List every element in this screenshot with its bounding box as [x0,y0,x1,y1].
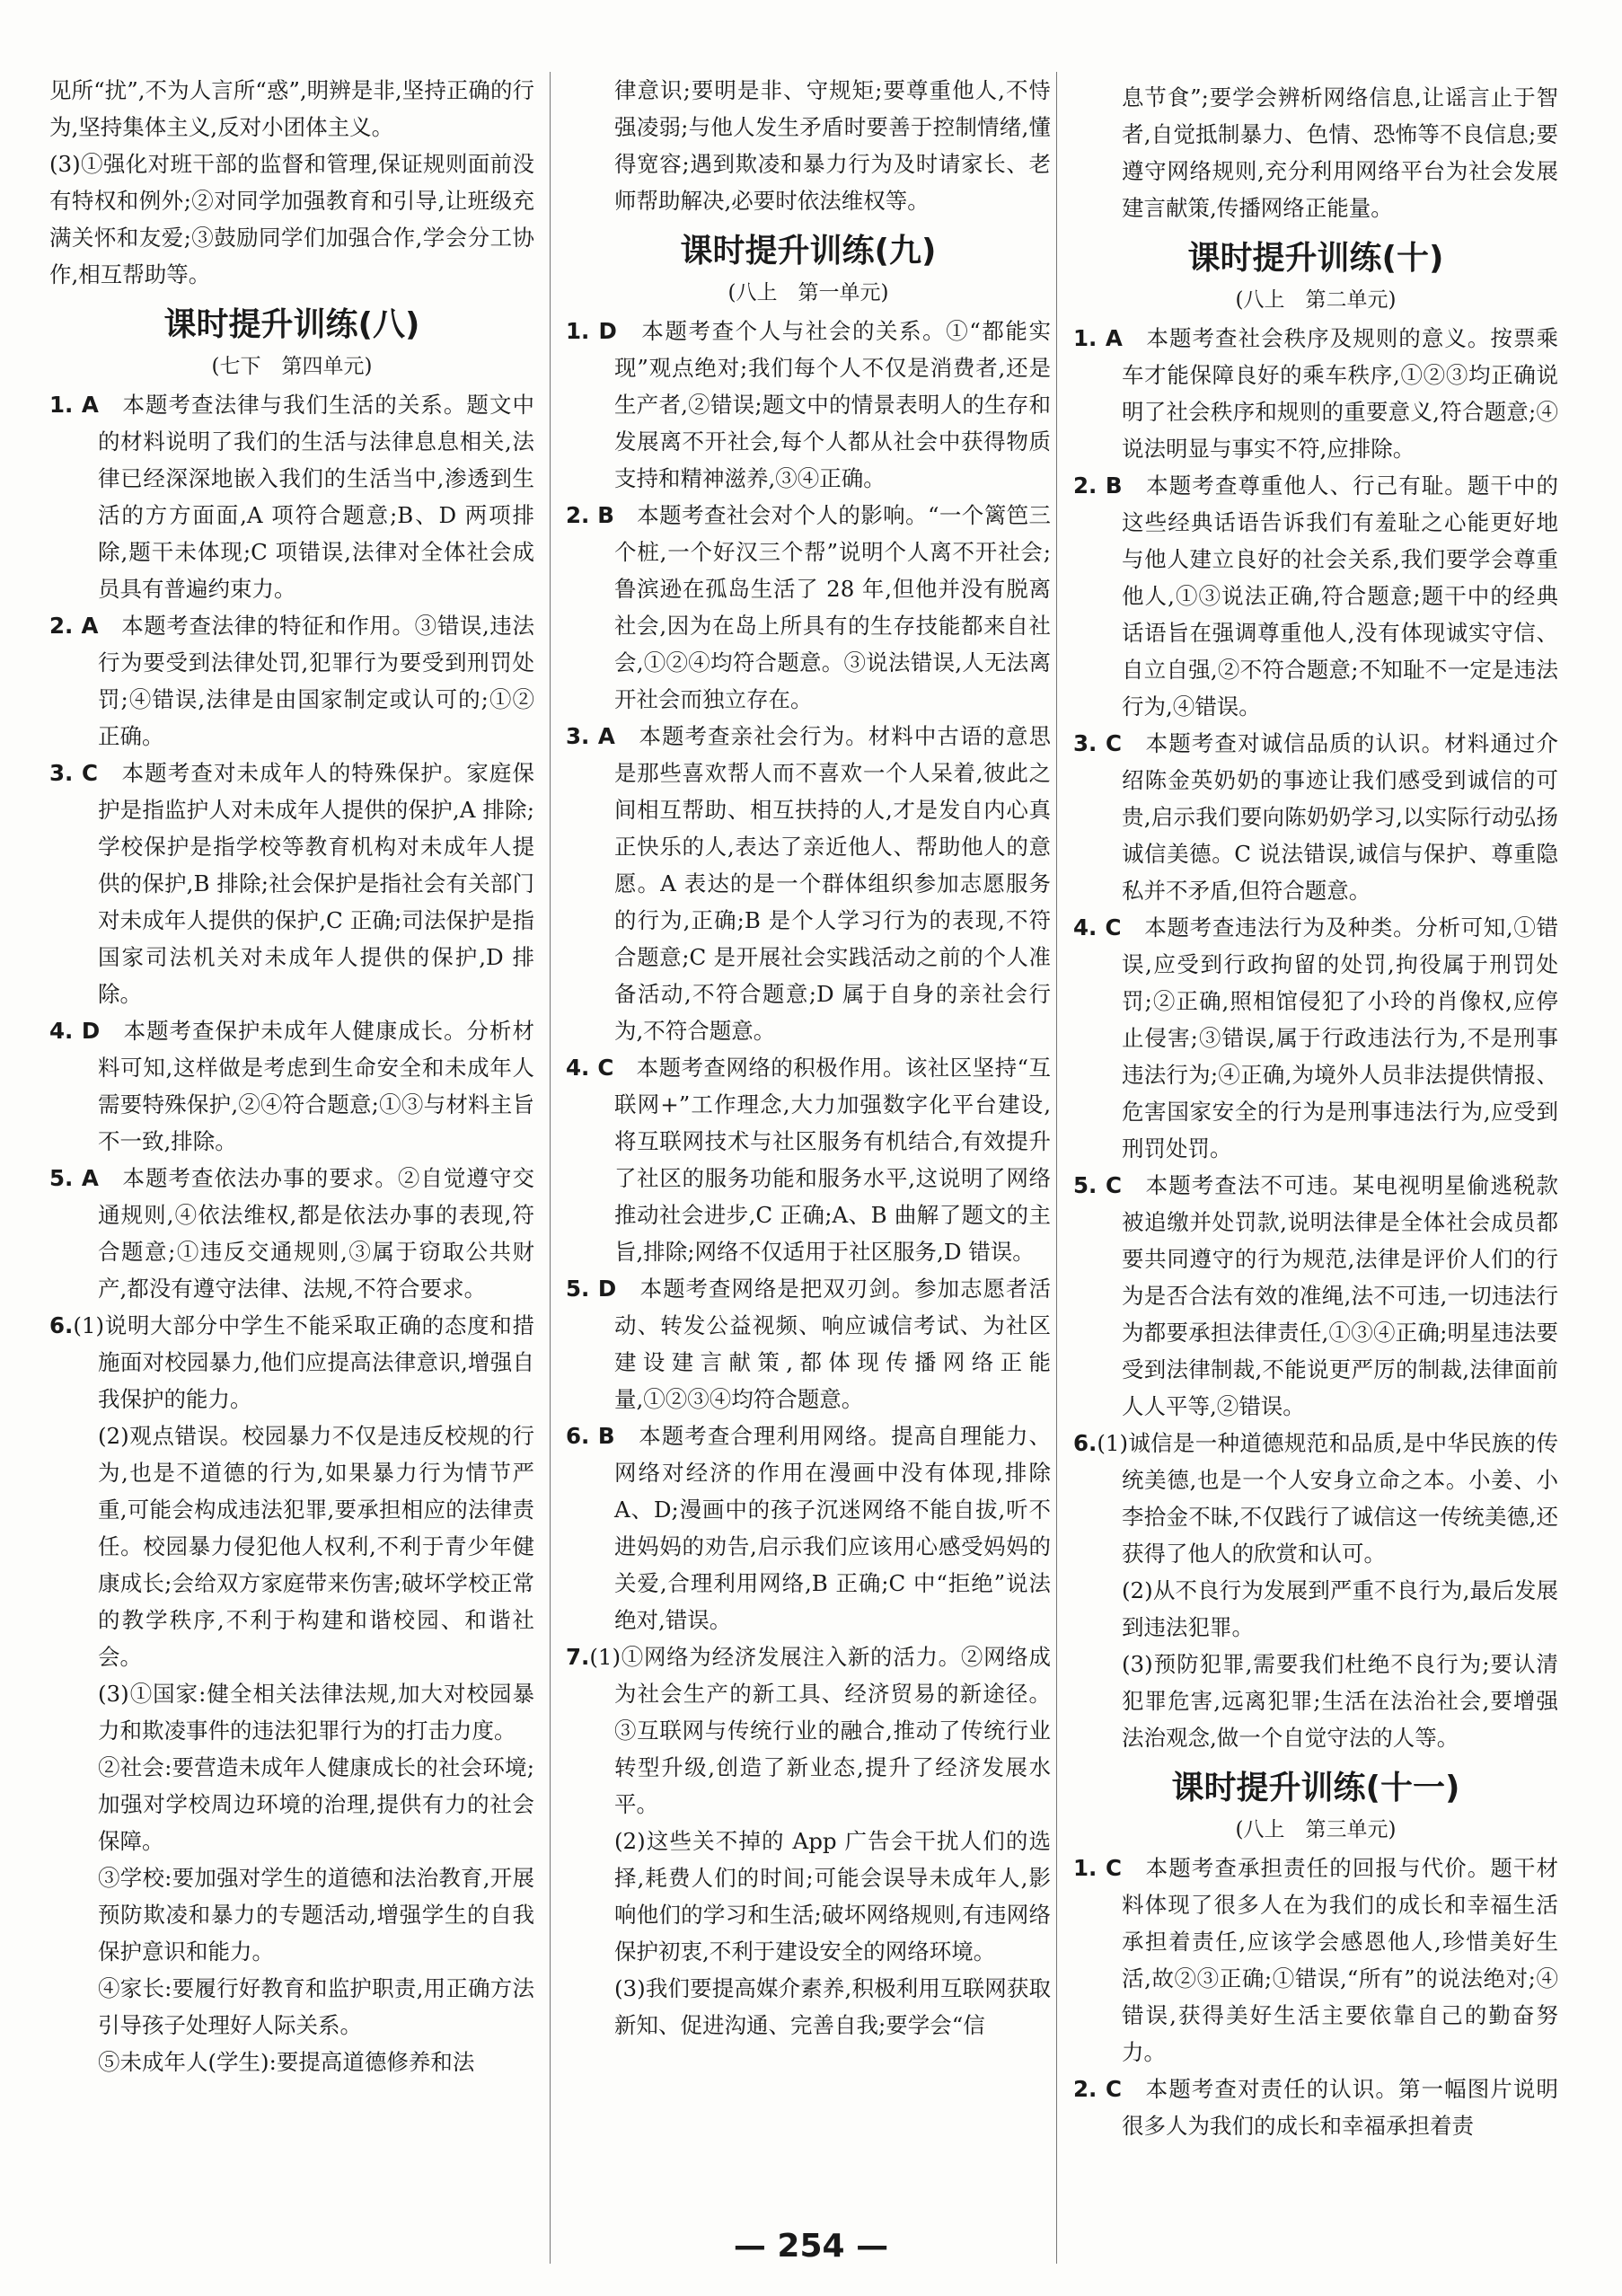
answer-text: 本题考查保护未成年人健康成长。分析材料可知,这样做是考虑到生命安全和未成年人需要特殊保护,②④符合题意;①③与材料主旨不一致,排除。 [98,1018,534,1154]
answer-list [1073,320,1558,1756]
answer-paragraph [566,72,1051,219]
page-number: — 254 — [733,2228,889,2265]
answer-number: 2. B [1073,472,1123,499]
answer-item [566,497,1051,718]
section-title: 课时提升训练(八) [163,306,420,343]
answer-number: 1. D [566,318,617,344]
answer-text: 本题考查社会秩序及规则的意义。按票乘车才能保障良好的乘车秩序,①②③均正确说明了社会秩序和规则的重要意义,符合题意;④说法明显与事实不符,应排除。 [1122,325,1558,462]
answer-paragraph [1073,79,1558,226]
answer-paragraph [49,2044,534,2080]
answer-text: 息节食”;要学会辨析网络信息,让谣言止于智者,自觉抵制暴力、色情、恐怖等不良信息;要遵守网络规则,充分利用网络平台为社会发展建言献策,传播网络正能量。 [1122,84,1558,221]
answer-text: 本题考查尊重他人、行己有耻。题干中的这些经典话语告诉我们有羞耻之心能更好地与他人建立良好的社会关系,我们要学会尊重他人,①③说法正确,符合题意;题干中的经典话语旨在强调尊重他人,没有体现诚实守信、自立自强,②不符合题意;不知耻不一定是违法行为,④错误。 [1122,472,1558,720]
section-subtitle: (八上 第二单元) [1235,288,1397,312]
answer-text: 本题考查网络的积极作用。该社区坚持“互联网+”工作理念,大力加强数字化平台建设,将互联网技术与社区服务有机结合,有效提升了社区的服务功能和服务水平,这说明了网络推动社会进步,C 正确;A、B 曲解了题文的主旨,排除;网络不仅适用于社区服务,D 错误。 [613,1055,1051,1265]
answer-number: 6. B [566,1423,615,1449]
answer-number: 7. [566,1644,590,1670]
answer-paragraph [1073,1646,1558,1756]
answer-text: 本题考查违法行为及种类。分析可知,①错误,应受到行政拘留的处罚,拘役属于刑罚处罚;②正确,照相馆侵犯了小玲的肖像权,应停止侵害;③错误,属于行政违法行为,不是刑事违法行为;④正确,为境外人员非法提供情报、危害国家安全的行为是刑事违法行为,应受到刑罚处罚。 [1121,914,1558,1161]
answer-number: 1. A [1073,325,1123,351]
section-subtitle: (八上 第一单元) [727,281,889,305]
answer-item [49,755,534,1012]
intro-block [49,72,534,293]
answer-text: ③学校:要加强对学生的道德和法治教育,开展预防欺凌和暴力的专题活动,增强学生的自我保护意识和能力。 [98,1865,534,1965]
answer-paragraph [566,1823,1051,1970]
answer-text: (3)预防犯罪,需要我们杜绝不良行为;要认清犯罪危害,远离犯罪;生活在法治社会,要增强法治观念,做一个自觉守法的人等。 [1122,1651,1558,1751]
answer-item [49,1307,534,1417]
answer-text: (3)①强化对班干部的监督和管理,保证规则面前没有特权和例外;②对同学加强教育和引导,让班级充满关怀和友爱;③鼓励同学们加强合作,学会分工协作,相互帮助等。 [49,151,534,287]
answer-number: 3. A [566,723,615,749]
answer-number: 2. A [49,613,99,639]
answer-number: 4. D [49,1018,101,1044]
answer-text: 本题考查对诚信品质的认识。材料通过介绍陈金英奶奶的事迹让我们感受到诚信的可贵,启示我们要向陈奶奶学习,以实际行动弘扬诚信美德。C 说法错误,诚信与保护、尊重隐私并不矛盾,但符合题意。 [1121,730,1558,904]
answer-item [566,313,1051,497]
answer-text: ②社会:要营造未成年人健康成长的社会环境;加强对学校周边环境的治理,提供有力的社会保障。 [98,1754,534,1854]
answer-text: 本题考查承担责任的回报与代价。题干材料体现了很多人在为我们的成长和幸福生活承担着责任,应该学会感恩他人,珍惜美好生活,故②③正确;①错误,“所有”的说法绝对;④错误,获得美好生活主要依靠自己的勤奋努力。 [1121,1855,1558,2065]
answer-number: 5. A [49,1165,99,1191]
answer-item [1073,467,1558,725]
answer-paragraph [49,1749,534,1859]
answer-number: 3. C [49,760,98,786]
answer-item [566,1049,1051,1270]
answer-text: 本题考查网络是把双刃剑。参加志愿者活动、转发公益视频、响应诚信考试、为社区建设建言献策,都体现传播网络正能量,①②③④均符合题意。 [614,1276,1051,1412]
answer-text: 本题考查合理利用网络。提高自理能力、网络对经济的作用在漫画中没有体现,排除 A、D;漫画中的孩子沉迷网络不能自拔,听不进妈妈的劝告,启示我们应该用心感受妈妈的关爱,合理利用网络,B 正确;C 中“拒绝”说法绝对,错误。 [614,1423,1051,1633]
answer-item [566,718,1051,1049]
answer-number: 5. C [1073,1172,1122,1198]
answer-number: 1. C [1073,1855,1122,1881]
answer-text: 本题考查依法办事的要求。②自觉遵守交通规则,④依法维权,都是依法办事的表现,符合题意;①违反交通规则,③属于窃取公共财产,都没有遵守法律、法规,不符合要求。 [98,1165,534,1302]
answer-list [49,386,534,2080]
answer-number: 2. C [1073,2076,1122,2102]
answer-text: ④家长:要履行好教育和监护职责,用正确方法引导孩子处理好人际关系。 [98,1975,534,2038]
answer-number: 4. C [1073,914,1122,940]
answer-text: 本题考查个人与社会的关系。①“都能实现”观点绝对;我们每个人不仅是消费者,还是生产者,②错误;题文中的情景表明人的生存和发展离不开社会,每个人都从社会中获得物质支持和精神滋养,③④正确。 [614,318,1051,491]
answer-number: 1. A [49,392,99,418]
answer-item [1073,725,1558,909]
answer-text: (2)观点错误。校园暴力不仅是违反校规的行为,也是不道德的行为,如果暴力行为情节严重,可能会构成违法犯罪,要承担相应的法律责任。校园暴力侵犯他人权利,不利于青少年健康成长;会给双方家庭带来伤害;破坏学校正常的教学秩序,不利于构建和谐校园、和谐社会。 [98,1423,534,1670]
column-right [1073,79,1558,2144]
answer-paragraph [49,146,534,293]
column-left [49,72,534,2080]
answer-number: 3. C [1073,730,1122,756]
answer-item [1073,909,1558,1167]
section-subtitle: (七下 第四单元) [211,355,373,378]
section-title: 课时提升训练(十一) [1171,1770,1460,1806]
answer-paragraph [49,1675,534,1749]
answer-text: 本题考查亲社会行为。材料中古语的意思是那些喜欢帮人而不喜欢一个人呆着,彼此之间相互帮助、相互扶持的人,才是发自内心真正快乐的人,表达了亲近他人、帮助他人的意愿。A 表达的是一个群体组织参加志愿服务的行为,正确;B 是个人学习行为的表现,不符合题意;C 是开展社会实践活动之前的个人准备活动,不符合题意;D 属于自身的亲社会行为,不符合题意。 [614,723,1051,1044]
section-subtitle: (八上 第三单元) [1235,1818,1397,1841]
answer-paragraph [49,1417,534,1675]
answer-text: 本题考查法不可违。某电视明星偷逃税款被追缴并处罚款,说明法律是全体社会成员都要共同遵守的行为规范,法律是评价人们的行为是否合法有效的准绳,法不可违,一切违法行为都要承担法律责任,①③④正确;明星违法要受到法律制裁,不能说更严厉的制裁,法律面前人人平等,②错误。 [1121,1172,1558,1419]
column-middle [566,72,1051,2044]
answer-item [1073,2071,1558,2144]
answer-paragraph [49,1970,534,2044]
answer-text: 本题考查对未成年人的特殊保护。家庭保护是指监护人对未成年人提供的保护,A 排除;学校保护是指学校等教育机构对未成年人提供的保护,B 排除;社会保护是指社会有关部门对未成年人提供的保护,C 正确;司法保护是指国家司法机关对未成年人提供的保护,D 排除。 [97,760,534,1007]
answer-text: ⑤未成年人(学生):要提高道德修养和法 [98,2049,475,2075]
answer-paragraph [49,1859,534,1970]
answer-text: 本题考查法律与我们生活的关系。题文中的材料说明了我们的生活与法律息息相关,法律已经深深地嵌入我们的生活当中,渗透到生活的方方面面,A 项符合题意;B、D 两项排除,题干未体现;C 项错误,法律对全体社会成员具有普遍约束力。 [98,392,534,602]
answer-item [49,1012,534,1160]
answer-paragraph [1073,1572,1558,1646]
intro-block [566,72,1051,219]
answer-item [1073,320,1558,467]
answer-text: (2)这些关不掉的 App 广告会干扰人们的选择,耗费人们的时间;可能会误导未成年人,影响他们的学习和生活;破坏网络规则,有违网络保护初衷,不利于建设安全的网络环境。 [614,1828,1051,1965]
answer-text: 本题考查法律的特征和作用。③错误,违法行为要受到法律处罚,犯罪行为要受到刑罚处罚;④错误,法律是由国家制定或认可的;①②正确。 [98,613,534,749]
answer-item [49,386,534,607]
answer-paragraph [566,1970,1051,2044]
column-divider [1056,72,1057,2264]
answer-number: 5. D [566,1276,617,1302]
answer-text: 本题考查社会对个人的影响。“一个篱笆三个桩,一个好汉三个帮”说明个人离不开社会;鲁滨逊在孤岛生活了 28 年,但他并没有脱离社会,因为在岛上所具有的生存技能都来自社会,①②④均符合题意。③说法错误,人无法离开社会而独立存在。 [613,502,1051,712]
answer-number: 4. C [566,1055,614,1081]
answer-text: (2)从不良行为发展到严重不良行为,最后发展到违法犯罪。 [1122,1577,1558,1640]
answer-item [1073,1167,1558,1425]
answer-item [1073,1850,1558,2071]
answer-number: 6. [49,1312,74,1338]
answer-text: (1)诚信是一种道德规范和品质,是中华民族的传统美德,也是一个人安身立命之本。小姜、小李拾金不昧,不仅践行了诚信这一传统美德,还获得了他人的欣赏和认可。 [1097,1430,1558,1567]
answer-text: 本题考查对责任的认识。第一幅图片说明很多人为我们的成长和幸福承担着责 [1121,2076,1558,2139]
answer-text: (1)说明大部分中学生不能采取正确的态度和措施面对校园暴力,他们应提高法律意识,增强自我保护的能力。 [73,1312,534,1412]
answer-text: (3)①国家:健全相关法律法规,加大对校园暴力和欺凌事件的违法犯罪行为的打击力度。 [98,1681,534,1744]
answer-text: 见所“扰”,不为人言所“惑”,明辨是非,坚持正确的行为,坚持集体主义,反对小团体主义。 [49,77,534,140]
answer-number: 6. [1073,1430,1097,1456]
answer-text: (1)①网络为经济发展注入新的活力。②网络成为社会生产的新工具、经济贸易的新途径。③互联网与传统行业的融合,推动了传统行业转型升级,创造了新业态,提升了经济发展水平。 [589,1644,1051,1817]
intro-block [1073,79,1558,226]
answer-paragraph [49,72,534,146]
answer-list [566,313,1051,2044]
answer-text: (3)我们要提高媒介素养,积极利用互联网获取新知、促进沟通、完善自我;要学会“信 [614,1975,1051,2038]
answer-item [566,1270,1051,1417]
answer-number: 2. B [566,502,614,528]
section-title: 课时提升训练(九) [680,233,937,269]
answer-item [49,607,534,755]
answer-text: 律意识;要明是非、守规矩;要尊重他人,不恃强凌弱;与他人发生矛盾时要善于控制情绪,懂得宽容;遇到欺凌和暴力行为及时请家长、老师帮助解决,必要时依法维权等。 [614,77,1051,214]
answer-item [49,1160,534,1307]
answer-item [566,1638,1051,1823]
answer-item [566,1417,1051,1638]
answer-item [1073,1425,1558,1572]
column-divider [550,72,551,2264]
section-title: 课时提升训练(十) [1187,240,1444,277]
answer-list [1073,1850,1558,2144]
